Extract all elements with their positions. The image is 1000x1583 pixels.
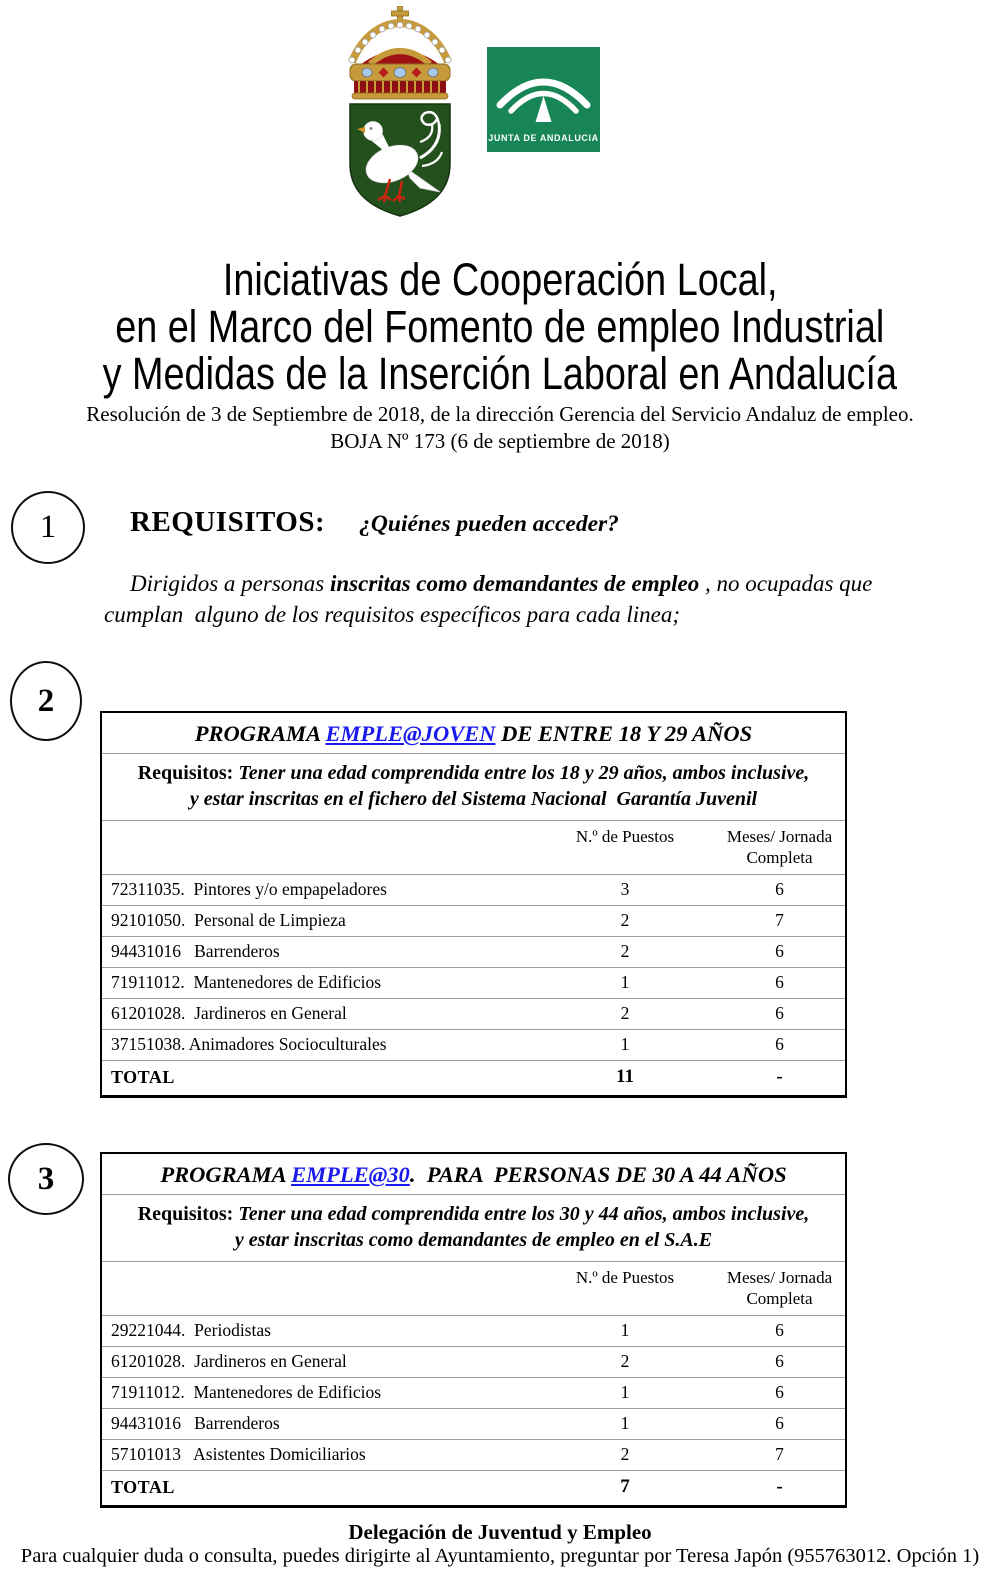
- coat-of-arms-graphic: [336, 6, 464, 220]
- emple-joven-link[interactable]: EMPLE@JOVEN: [325, 721, 496, 746]
- resolution-subtitle: [0, 401, 1000, 455]
- col-header-meses: Meses/ Jornada Completa: [726, 1268, 833, 1308]
- shield-icon: [350, 104, 450, 216]
- town-coat-of-arms-logo: [336, 6, 464, 220]
- quienes-pueden-acceder: ¿Quiénes pueden acceder?: [359, 511, 619, 537]
- requisitos-heading: [130, 506, 619, 539]
- intro-paragraph: Dirigidos a personas inscritas como demandantes de empleo , no ocupadas que cumplan alguno de los requisitos específicos para cada linea;: [104, 571, 879, 627]
- requisitos-label: REQUISITOS:: [130, 506, 326, 538]
- title-line-1: Iniciativas de Cooperación Local,: [222, 254, 778, 305]
- table-row: 94431016 Barrenderos 2 6: [102, 936, 845, 967]
- table-row: 94431016 Barrenderos 1 6: [102, 1408, 845, 1439]
- emple-30-title: PROGRAMA EMPLE@30. PARA PERSONAS DE 30 A 44 AÑOS: [160, 1162, 787, 1187]
- table-row: 72311035. Pintores y/o empapeladores 3 6: [102, 874, 845, 905]
- title-line-3: y Medidas de la Inserción Laboral en Andalucía: [102, 348, 898, 399]
- col-header-puestos: N.º de Puestos: [575, 1268, 675, 1287]
- table-row: 92101050. Personal de Limpieza 2 7: [102, 905, 845, 936]
- col-header-meses: Meses/ Jornada Completa: [726, 827, 833, 867]
- table-total-row: TOTAL 11 -: [102, 1060, 845, 1095]
- section-2-number: 2: [10, 661, 82, 741]
- title-line-2: en el Marco del Fomento de empleo Industrial: [115, 301, 885, 352]
- crown-icon: [349, 6, 451, 99]
- emple-30-link[interactable]: EMPLE@30: [291, 1162, 410, 1187]
- footer-delegacion: Delegación de Juventud y Empleo: [348, 1520, 652, 1544]
- table-row: 57101013 Asistentes Domiciliarios 2 7: [102, 1439, 845, 1470]
- main-title: [0, 256, 1000, 397]
- boja-line: BOJA Nº 173 (6 de septiembre de 2018): [330, 429, 670, 453]
- emple-30-requisitos: Requisitos: Tener una edad comprendida entre los 30 y 44 años, ambos inclusive, y estar inscritas como demandantes de empleo en el S.A.E: [102, 1194, 845, 1261]
- section-1-number: 1: [11, 491, 85, 564]
- emple-joven-column-headers: [102, 820, 845, 874]
- emple-joven-title: PROGRAMA EMPLE@JOVEN DE ENTRE 18 Y 29 AÑOS: [194, 721, 753, 746]
- footer-contact: Para cualquier duda o consulta, puedes dirigirte al Ayuntamiento, preguntar por Teresa Japón (955763012. Opción 1): [20, 1545, 980, 1567]
- resolution-line: Resolución de 3 de Septiembre de 2018, de la dirección Gerencia del Servicio Andaluz de empleo.: [86, 402, 914, 426]
- intro-bold-phrase: inscritas como demandantes de empleo: [330, 571, 700, 596]
- emple-joven-requisitos: Requisitos: Tener una edad comprendida entre los 18 y 29 años, ambos inclusive, y estar inscritas en el fichero del Sistema Nacional Garantía Juvenil: [102, 753, 845, 820]
- table-row: 61201028. Jardineros en General 2 6: [102, 1346, 845, 1377]
- table-row: 71911012. Mantenedores de Edificios 1 6: [102, 967, 845, 998]
- section-3-number: 3: [8, 1143, 84, 1215]
- table-row: 37151038. Animadores Socioculturales 1 6: [102, 1029, 845, 1060]
- table-total-row: TOTAL 7 -: [102, 1470, 845, 1505]
- emple-joven-table: [100, 711, 847, 1098]
- table-row: 71911012. Mantenedores de Edificios 1 6: [102, 1377, 845, 1408]
- table-row: 61201028. Jardineros en General 2 6: [102, 998, 845, 1029]
- col-header-puestos: N.º de Puestos: [575, 827, 675, 846]
- junta-logo-text: JUNTA DE ANDALUCIA: [488, 133, 599, 143]
- junta-de-andalucia-logo: [487, 47, 600, 152]
- emple-30-column-headers: [102, 1261, 845, 1315]
- table-row: 29221044. Periodistas 1 6: [102, 1315, 845, 1346]
- emple-30-table: [100, 1152, 847, 1508]
